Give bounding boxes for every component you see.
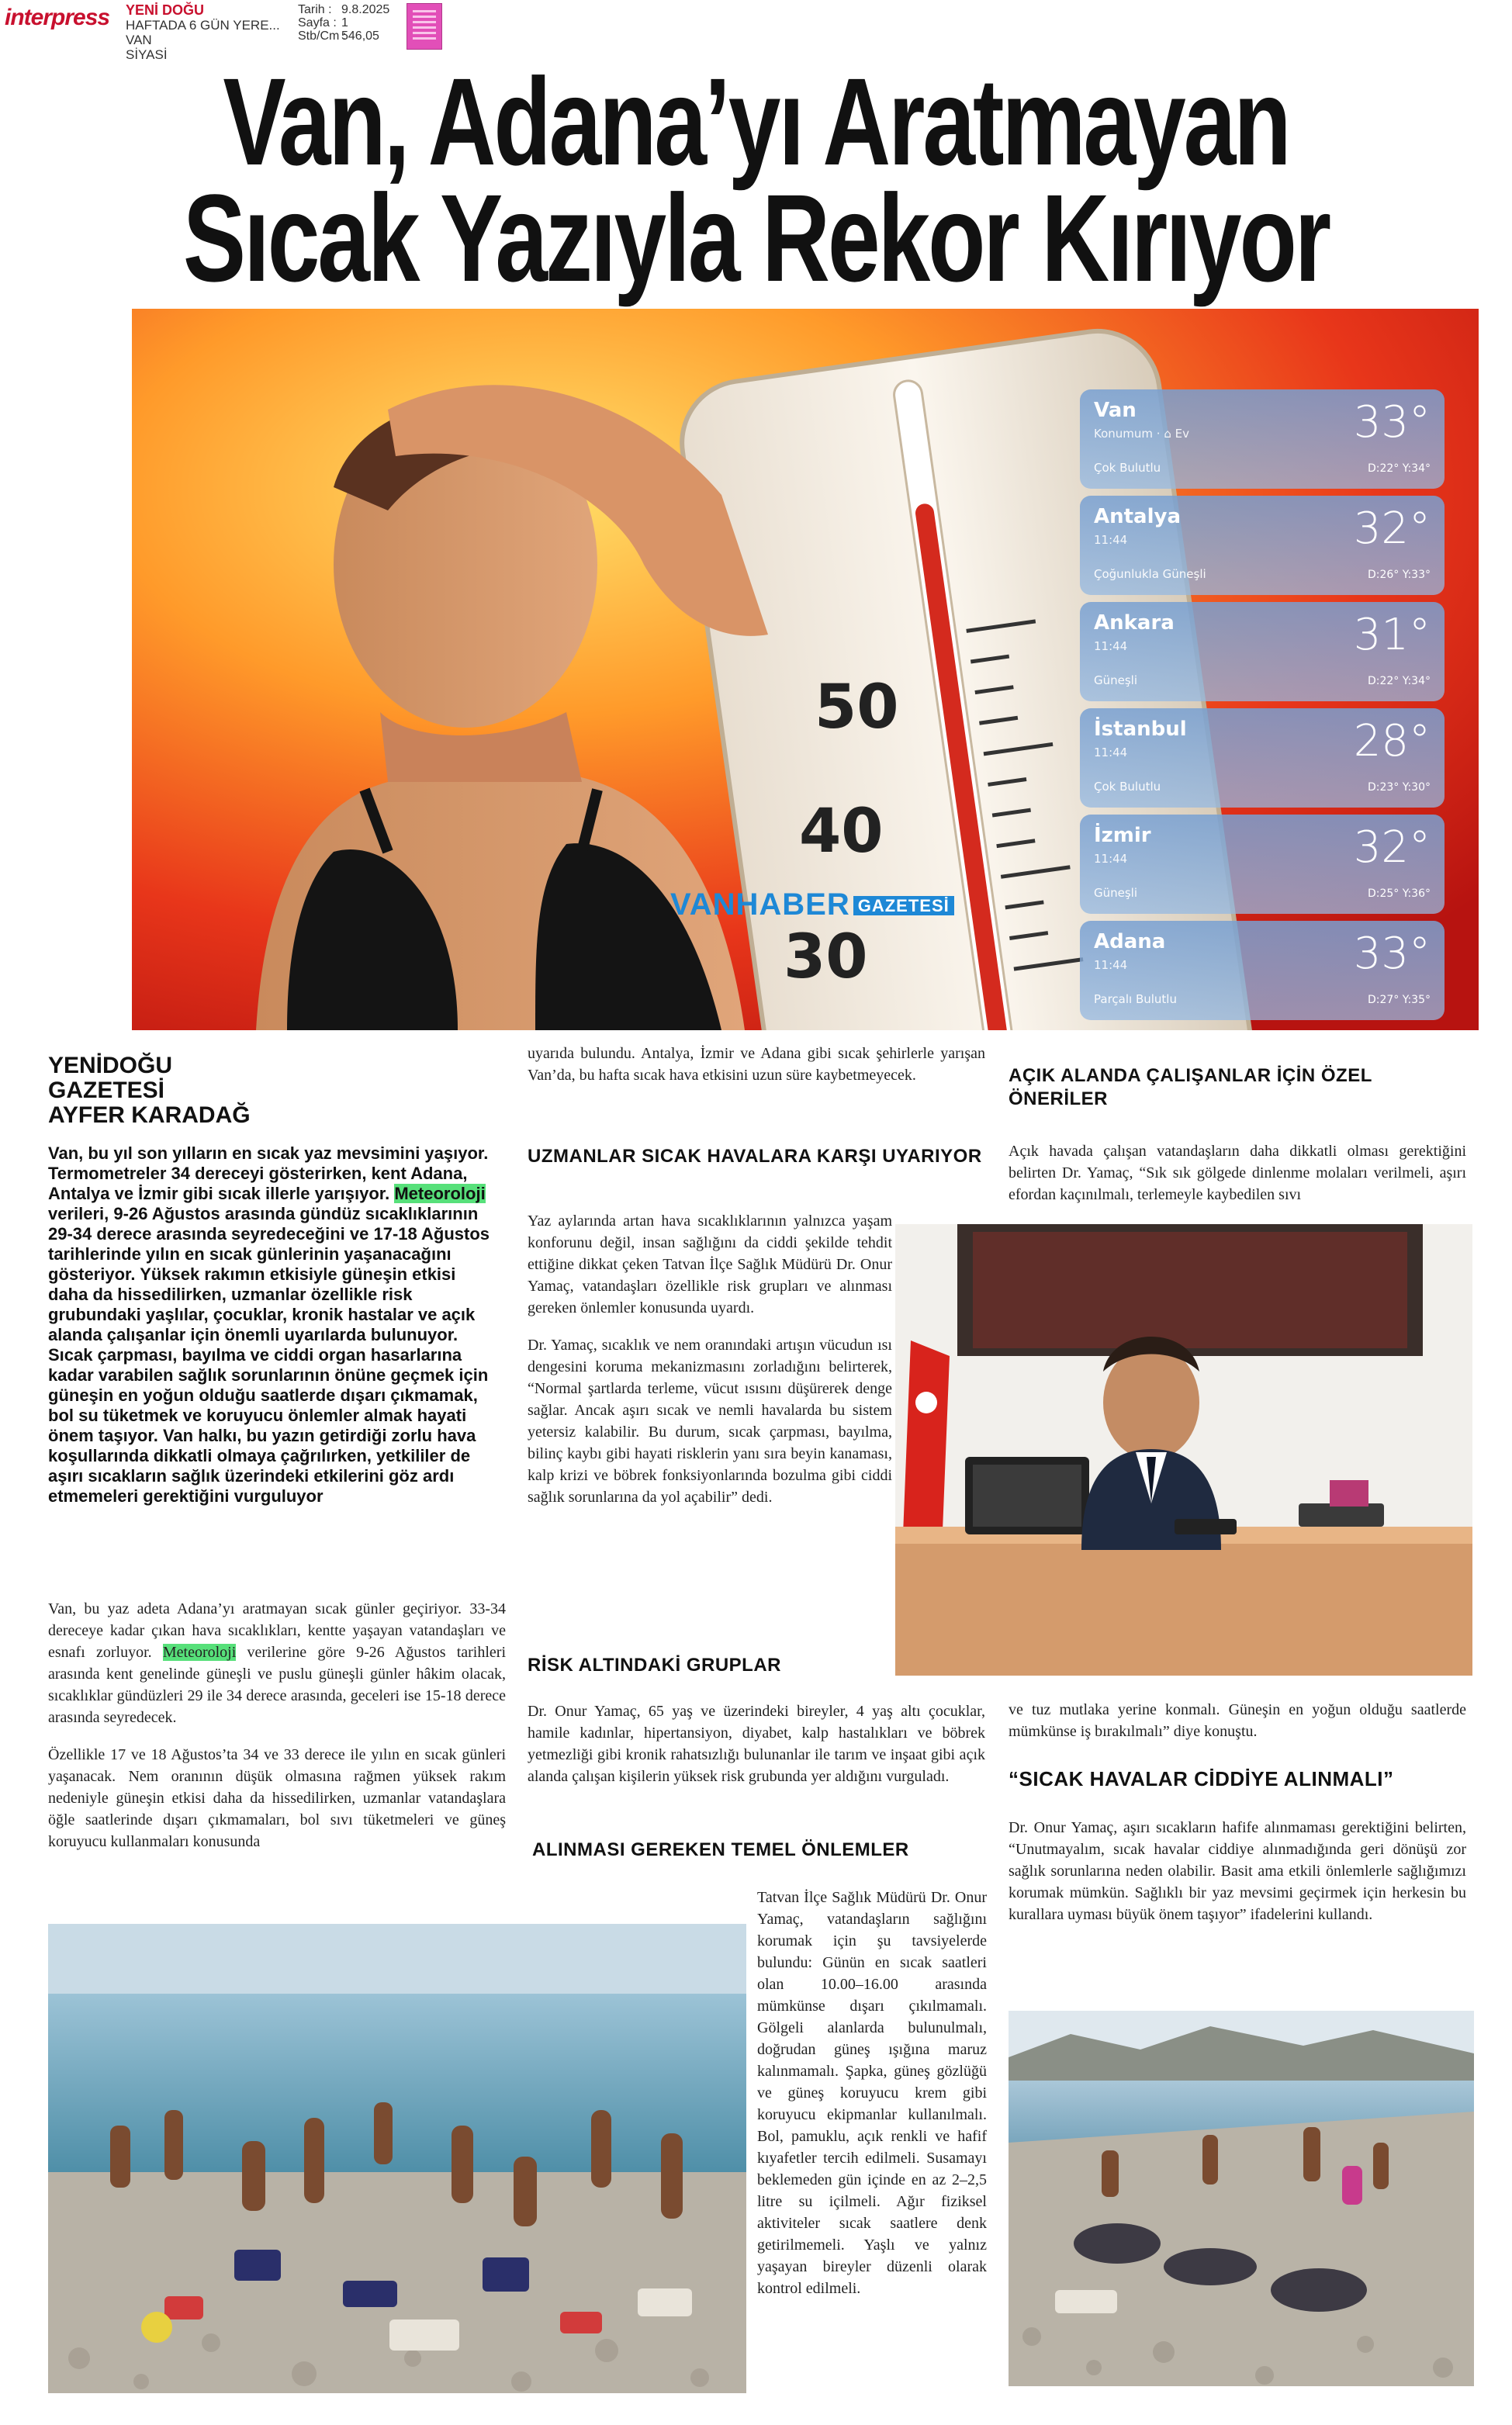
beach-photo-1	[48, 1924, 746, 2393]
byline	[48, 1053, 436, 1128]
weather-city: Ankara	[1094, 611, 1175, 635]
weather-card	[1080, 389, 1445, 489]
col2-paragraph-2: Dr. Yamaç, sıcaklık ve nem oranındaki artışın vücudun ısı dengesini koruma mekanizmasını zorladığını belirterek, “Normal şartlarda terleme, vücut ısısını düşürerek denge sağlar. Ancak aşırı sıcak ve nemli havalarda bu sistem yetersiz kalabilir. Bu durum, sıcak çarpması, bayılma, bilinç kaybı gibi hayati risklerin yanı sıra beyin kanaması, kalp krizi ve böbrek fonksiyonlarında bozulma gibi ciddi sağlık sorunlarına da yol açabilir” dedi.	[528, 1337, 892, 1506]
weather-time: Konumum · ⌂ Ev	[1094, 427, 1189, 441]
column-2-body-c	[757, 1887, 987, 2315]
column-3-body-c	[1009, 1817, 1466, 1941]
beach-photo-2	[1009, 2011, 1474, 2386]
weather-card	[1080, 602, 1445, 701]
weather-high-low: D:25° Y:36°	[1368, 887, 1431, 900]
byline-line-3: AYFER KARADAĞ	[48, 1102, 251, 1128]
beach-photo-1-illustration	[48, 1924, 746, 2393]
watermark-text: VANHABER	[670, 887, 850, 922]
subhead-uzmanlar: UZMANLAR SICAK HAVALARA KARŞI UYARIYOR	[528, 1146, 982, 1167]
weather-time: 11:44	[1094, 852, 1128, 866]
publication-name: YENİ DOĞU	[126, 2, 205, 18]
weather-condition: Çoğunlukla Güneşli	[1094, 567, 1206, 581]
beach-photo-2-illustration	[1009, 2011, 1474, 2386]
weather-high-low: D:23° Y:30°	[1368, 781, 1431, 794]
weather-high-low: D:22° Y:34°	[1368, 675, 1431, 687]
weather-temp: 28°	[1353, 716, 1431, 766]
col3-paragraph-3: Dr. Onur Yamaç, aşırı sıcakların hafife alınmaması gerektiğini belirten, “Unutmayalım, sıcak havalar ciddiye alınmadığında geri dönüşü zor sağlık sorunlarına neden olabilir. Basit ama etkili önlemlerle sağlığımızı korumak mümkün. Sağlıklı bir yaz mevsimi geçirmek için herkesin bu kurallara uyması büyük önem taşıyor” ifadelerini kullandı.	[1009, 1819, 1466, 1923]
weather-condition: Güneşli	[1094, 886, 1138, 900]
hero-image	[132, 309, 1479, 1030]
weather-high-low: D:22° Y:34°	[1368, 462, 1431, 475]
subhead-temel-onlemler: ALINMASI GEREKEN TEMEL ÖNLEMLER	[532, 1839, 909, 1860]
weather-temp: 31°	[1353, 610, 1431, 660]
col3-paragraph-1: Açık havada çalışan vatandaşların daha dikkatli olması gerektiğini belirten Dr. Yamaç, “Sık sık gölgede dinlenme molaları verilmeli, aşırı efordan kaçınılmalı, terlemeyle kaybedilen sıvı	[1009, 1143, 1466, 1203]
watermark-small: GAZETESİ	[853, 896, 954, 915]
page-label: Sayfa :	[298, 16, 337, 29]
date-label: Tarih :	[298, 3, 332, 16]
weather-time: 11:44	[1094, 639, 1128, 653]
weather-condition: Güneşli	[1094, 673, 1138, 687]
weather-city: Van	[1094, 399, 1137, 422]
col3-paragraph-2: ve tuz mutlaka yerine konmalı. Güneşin en yoğun olduğu saatlerde mümkünse iş bırakılmalı” diye konuştu.	[1009, 1701, 1466, 1740]
weather-high-low: D:27° Y:35°	[1368, 994, 1431, 1006]
weather-condition: Parçalı Bulutlu	[1094, 992, 1177, 1006]
column-3-body-b	[1009, 1699, 1466, 1758]
column-2-body-a	[528, 1210, 892, 1524]
col1-highlight: Meteoroloji	[162, 1644, 237, 1661]
weather-card	[1080, 708, 1445, 808]
col1-p1-pre: Van, bu yaz adeta Adana’yı aratmayan sıcak günler geçiriyor. 33-34 dereceye kadar çıkan hava sıcaklıkları, kentte yaşayan vatandaşları ve esnafı zorluyor.	[48, 1600, 506, 1661]
column-1-body	[48, 1598, 506, 1868]
col1-paragraph-1	[48, 1598, 506, 1728]
column-3-body-a	[1009, 1140, 1466, 1221]
doctor-photo	[895, 1224, 1472, 1676]
col1-p1-post: verilerine göre 9-26 Ağustos tarihleri arasında kent genelinde güneşli ve puslu güneşli günler hâkim olacak, sıcaklıklar gündüzleri 29 ile 34 derece arasında, geceleri ise 15-18 derece arasında seyredecek.	[48, 1644, 506, 1726]
weather-condition: Çok Bulutlu	[1094, 461, 1161, 475]
col2-paragraph-3: Dr. Onur Yamaç, 65 yaş ve üzerindeki bireyler, 4 yaş altı çocuklar, hamile kadınlar, hipertansiyon, diyabet, kalp hastalıkları ve böbrek yetmezliği gibi kronik rahatsızlığı bulunanlar ile tarım ve inşaat gibi açık alanda çalışan kişilerin yüksek risk grubunda yer aldığını vurguladı.	[528, 1703, 985, 1785]
weather-card	[1080, 496, 1445, 595]
weather-temp: 32°	[1353, 822, 1431, 873]
weather-condition: Çok Bulutlu	[1094, 780, 1161, 794]
area-value: 546,05	[341, 29, 379, 43]
headline-line-2: Sıcak Yazıyla Rekor Kırıyor	[182, 168, 1330, 307]
col2-paragraph-0: uyarıda bulundu. Antalya, İzmir ve Adana gibi sıcak şehirlerle yarışan Van’da, bu hafta sıcak hava etkisini uzun süre kaybetmeyecek.	[528, 1045, 985, 1084]
subhead-risk-gruplar: RİSK ALTINDAKİ GRUPLAR	[528, 1655, 781, 1676]
weather-city: İstanbul	[1094, 718, 1187, 741]
publication-city: VAN	[126, 33, 152, 47]
col2-paragraph-1: Yaz aylarında artan hava sıcaklıklarının yalnızca yaşam konforunu değil, insan sağlığını da ciddi şekilde tehdit ettiğine dikkat çeken Tatvan İlçe Sağlık Müdürü Dr. Onur Yamaç, vatandaşları özellikle risk grupları ve alınması gereken önlemler konusunda uyardı.	[528, 1212, 892, 1316]
lead-post: verileri, 9-26 Ağustos arasında gündüz sıcaklıklarının 29-34 derece arasında seyredeceğini ve 17-18 Ağustos tarihlerinde yılın en sıcak günlerinin yaşanacağını gösteriyor. Yüksek rakımın etkisiyle güneşin etkisi daha da hissedilirken, uzmanlar özellikle risk grubundaki yaşlılar, çocuklar, kronik hastalar ve açık alanda çalışanlar için önemli uyarılarda bulunuyor. Sıcak çarpması, bayılma ve ciddi organ hasarlarına kadar varabilen sağlık sorunlarının önüne geçmek için güneşin en yoğun olduğu saatlerde dışarı çıkmamak, bol su tüketmek ve koruyucu önlemler almak hayati önem taşıyor. Van halkı, bu yazın getirdiği zorlu hava koşullarında dikkatli olmaya çağrılırken, yetkililer de aşırı sıcakların sağlık üzerindeki etkilerini göz ardı etmemeleri gerektiğini vurguluyor	[48, 1204, 490, 1506]
weather-city: Adana	[1094, 930, 1166, 953]
thermo-label-40: 40	[799, 797, 884, 867]
weather-city: İzmir	[1094, 824, 1151, 847]
page-value: 1	[341, 16, 348, 29]
lead-paragraph	[48, 1143, 498, 1507]
weather-temp: 32°	[1353, 503, 1431, 554]
weather-card	[1080, 815, 1445, 914]
weather-temp: 33°	[1353, 397, 1431, 448]
publication-section: SİYASİ	[126, 47, 168, 62]
subhead-ciddiye: “SICAK HAVALAR CİDDİYE ALINMALI”	[1009, 1767, 1394, 1790]
byline-line-1: YENİDOĞU	[48, 1053, 173, 1078]
col1-paragraph-2: Özellikle 17 ve 18 Ağustos’ta 34 ve 33 derece ile yılın en sıcak günleri yaşanacak. Nem oranının düşük olmasına rağmen yüksek rakım nedeniyle güneşin etkisi daha da hissedilirken, uzmanlar vatandaşlara öğle saatlerinde dışarı çıkmamaları, bol sıvı tüketmeleri ve güneş koruyucu kullanmaları konusunda	[48, 1746, 506, 1850]
headline-line-1: Van, Adana’yı Aratmayan	[223, 52, 1289, 191]
clipping-meta	[298, 3, 389, 43]
lead-highlight: Meteoroloji	[394, 1184, 486, 1203]
area-label: Stb/Cm :	[298, 29, 347, 43]
interpress-logo: interpress	[5, 5, 110, 30]
doctor-photo-illustration	[895, 1224, 1472, 1676]
byline-line-2: GAZETESİ	[48, 1078, 165, 1103]
thermo-label-30: 30	[784, 922, 868, 992]
lead-pre: Van, bu yıl son yılların en sıcak yaz mevsimini yaşıyor. Termometreler 34 dereceyi gösterirken, kent Adana, Antalya ve İzmir gibi sıcak illerle yarışıyor.	[48, 1143, 489, 1203]
subhead-acik-alanda: AÇIK ALANDA ÇALIŞANLAR İÇİN ÖZEL ÖNERİLER	[1009, 1065, 1372, 1109]
page-thumbnail[interactable]	[407, 3, 442, 50]
column-2-body-b	[528, 1700, 985, 1803]
col2-paragraph-4: Tatvan İlçe Sağlık Müdürü Dr. Onur Yamaç, vatandaşların sağlığını korumak için şu tavsiyelerde bulundu: Günün en sıcak saatleri olan 10.00–16.00 arasında mümkünse dışarı çıkılmamalı. Gölgeli alanlarda bulunulmalı, doğrudan güneş ışığına maruz kalınmamalı. Şapka, güneş gözlüğü ve güneş koruyucu krem gibi koruyucu ekipmanlar kullanılmalı. Bol, pamuklu, açık renkli ve hafif kıyafetler tercih edilmeli. Susamayı beklemeden gün içinde en az 2–2,5 litre su içilmeli. Ağır fiziksel aktiviteler sıcak saatlere denk getirilmemeli. Yaşlı ve yalnız yaşayan bireyler düzenli olarak kontrol edilmeli.	[757, 1889, 987, 2297]
weather-card	[1080, 921, 1445, 1020]
weather-time: 11:44	[1094, 958, 1128, 972]
weather-time: 11:44	[1094, 745, 1128, 759]
weather-city: Antalya	[1094, 505, 1182, 528]
vanhaber-watermark	[670, 887, 954, 922]
weather-time: 11:44	[1094, 533, 1128, 547]
publication-frequency: HAFTADA 6 GÜN YERE...	[126, 18, 280, 33]
weather-temp: 33°	[1353, 929, 1431, 979]
weather-high-low: D:26° Y:33°	[1368, 569, 1431, 581]
column-2-top	[528, 1043, 985, 1102]
date-value: 9.8.2025	[341, 3, 390, 16]
thermo-label-50: 50	[815, 673, 899, 742]
